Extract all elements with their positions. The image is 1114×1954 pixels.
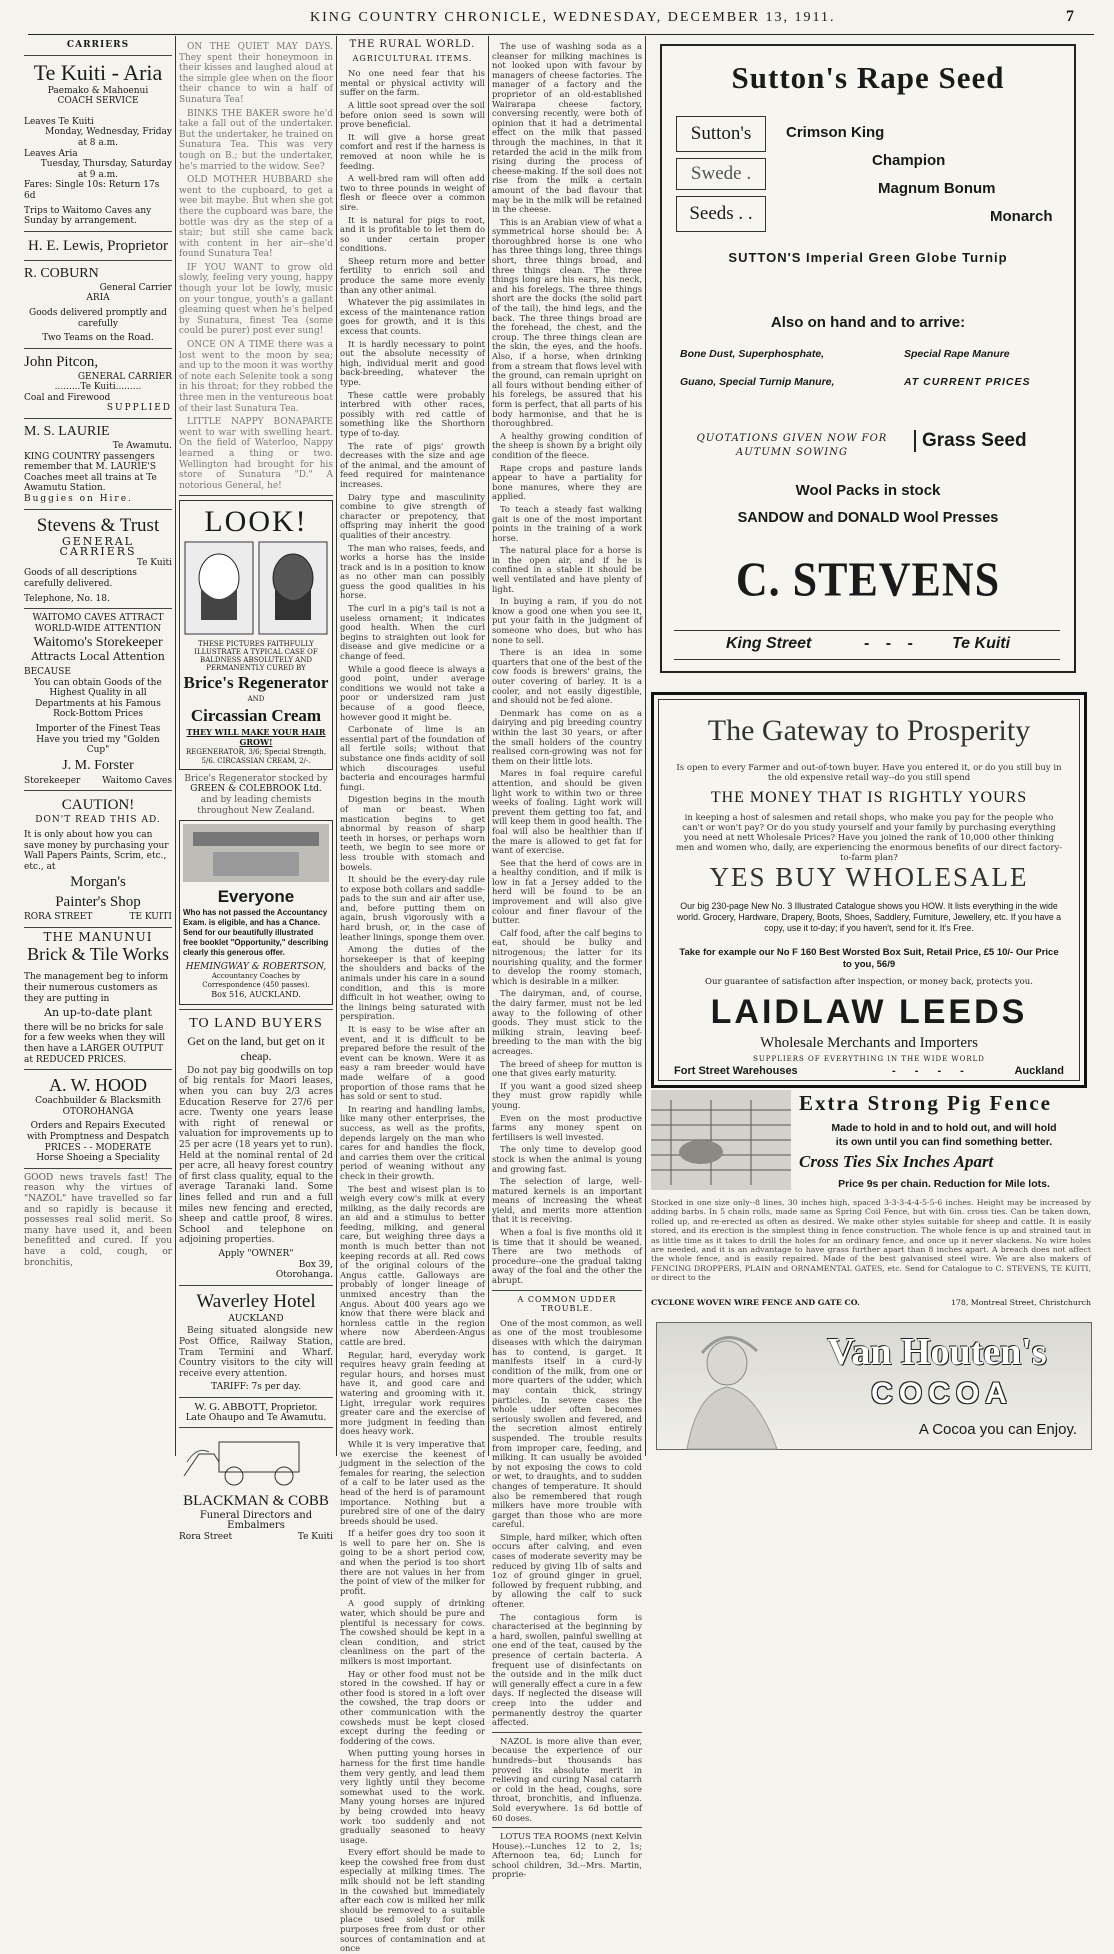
fence-maker: CYCLONE WOVEN WIRE FENCE AND GATE CO. bbox=[651, 1298, 860, 1307]
bald-head-illustration bbox=[183, 540, 329, 636]
agricultural-paragraph: It should be the every-day rule to expose both collars and saddle-pads to the sun and air after use, and, before putting them on again, brush vigorously with a hard brush, or, in the case of leather linings, sponge them over. bbox=[340, 874, 485, 942]
suttons-rape-seed-ad bbox=[660, 44, 1076, 673]
variety-magnum-bonum: Magnum Bonum bbox=[878, 180, 996, 197]
agricultural-paragraph: A little soot spread over the soil before onion seed is sown will prove beneficial. bbox=[340, 99, 485, 130]
agricultural-paragraph: Carbonate of lime is an essential part of the foundation of all fertile soils; without that substance one finds acidity of soil which discourages useful bacteria and encourages harmful fungi. bbox=[340, 724, 485, 792]
abbott-proprietor: W. G. ABBOTT, Proprietor. bbox=[194, 1400, 318, 1413]
agricultural-paragraph: It is natural for pigs to root, and it is profitable to let them do so under certain proper conditions. bbox=[340, 214, 485, 254]
pitcon-name: John Pitcon, bbox=[24, 353, 99, 370]
udder-paragraph: The contagious form is characterised at the beginning by a hard, swollen, painful swelling at one end of the teat, caused by the presence of certain bacteria. A frequent use of disinfectants on the outside and in the milk duct will generally effect a cure in a few days. If neglected the disease will creep into the udder and permanently destroy the quarter affected. bbox=[492, 1611, 642, 1728]
because-text: You can obtain Goods of the Highest Quality in all Departments at his Famous Rock-Bottom Prices bbox=[34, 677, 162, 720]
hood-name: A. W. HOOD bbox=[48, 1075, 147, 1096]
udder-trouble-body bbox=[492, 1319, 642, 1728]
agricultural-items-heading: AGRICULTURAL ITEMS. bbox=[352, 53, 473, 63]
stevens-town: Te Kuiti bbox=[136, 557, 172, 568]
storekeeper-heading: Waitomo's Storekeeper bbox=[33, 635, 163, 651]
agricultural-paragraph: Hay or other food must not be stored in the cowshed. If hay or other food is stored in a loft over the cowshed, the trap doors or other communication with the cowsheds must be kept closed except during the feeding or foddering of the cows. bbox=[340, 1668, 485, 1746]
guarantee-line: Our guarantee of satisfaction after inspection, or money back, protects you. bbox=[705, 977, 1033, 987]
agricultural-items-body bbox=[340, 69, 485, 1954]
variety-champion: Champion bbox=[872, 152, 946, 169]
column-advertisements bbox=[179, 40, 333, 1542]
hearse-illustration bbox=[179, 1432, 329, 1488]
agricultural-paragraph: While it is very imperative that we exercise the keenest of judgment in the selection of the females for rearing, the selection of a calf to be later used as the head of the herd is of paramount importance. Nothing but a purebred sire of one of the dairy breeds should be used. bbox=[340, 1438, 485, 1526]
dairy-paragraph: In buying a ram, if you do not know a good one when you see it, put your faith in the judgment of someone who does, but who has none to sell. bbox=[492, 596, 642, 645]
item-current-prices: AT CURRENT PRICES bbox=[904, 376, 1031, 388]
blackman-town: Te Kuiti bbox=[297, 1531, 333, 1542]
agricultural-paragraph: While a good fleece is always a good point, under average conditions we would not take a poor or undersized ram just because of a good fleece, however good it might be. bbox=[340, 663, 485, 722]
leaves-te-kuiti: Leaves Te Kuiti bbox=[24, 116, 94, 127]
land-buyers-heading: TO LAND BUYERS bbox=[189, 1015, 323, 1031]
dairy-paragraph: This is an Arabian view of what a symmetrical horse should be: A thoroughbred horse is one who has three things long, three things short, three things broad, and three things clean. The three things long are his ears, his neck, and his forelegs. The three things short are the docks (the solid part of the tail), the hind legs, and the back. The three things broad are the forehead, the chest, and the croup. The three things clean are the skin, the eyes, and the hoofs. Also, if a horse, when drinking from a stream that flows level with the ground, can remain upright on all fours without bending either of his forelegs, be assured that his form is perfect, that all parts of his body harmonise, and that he is thoroughbred. bbox=[492, 216, 642, 429]
carriers-heading: CARRIERS bbox=[66, 40, 130, 50]
suttons-box-label: Sutton's bbox=[676, 116, 766, 152]
dairy-paragraph: The only time to develop good stock is when the animal is young and growing fast. bbox=[492, 1144, 642, 1174]
dairy-paragraph: The selection of large, well-matured kernels is an important means of increasing the wheat yield, and merits more attention that it is receiving. bbox=[492, 1176, 642, 1225]
coach-service: COACH SERVICE bbox=[57, 96, 139, 107]
baldness-caption: THESE PICTURES FAITHFULLY ILLUSTRATE A TYPICAL CASE OF BALDNESS ABSOLUTELY AND PERMANENTLY CURED BY bbox=[194, 639, 318, 672]
chemists-line: and by leading chemists throughout New Zealand. bbox=[197, 794, 315, 816]
turnip-line: SUTTON'S Imperial Green Globe Turnip bbox=[728, 250, 1008, 265]
c-stevens-name: C. STEVENS bbox=[735, 552, 1001, 607]
laidlaw-dashes: - - - - bbox=[892, 1065, 972, 1077]
forster-name: J. M. Forster bbox=[62, 757, 134, 773]
agricultural-paragraph: The rate of pigs' growth decreases with the size and age of the animal, and the amount of feed required for maintenance increases. bbox=[340, 440, 485, 489]
agricultural-paragraph: If a heifer goes dry too soon it is well to pare her on. She is going to be a short period cow, and when the period is too short there are not values in her from the point of view of the milker for profit. bbox=[340, 1528, 485, 1596]
stocked-by: Brice's Regenerator stocked by bbox=[184, 773, 328, 784]
plant-text: there will be no bricks for sale for a few weeks when they will then have a LARGER OUTPUT at REDUCED PRICES. bbox=[24, 1022, 166, 1065]
waitomo-heading: WAITOMO CAVES ATTRACT WORLD-WIDE ATTENTION bbox=[32, 613, 164, 634]
blackman-cobb-name: BLACKMAN & COBB bbox=[183, 1492, 329, 1509]
fares: Fares: Single 10s: Return 17s 6d bbox=[24, 180, 160, 201]
sunatura-hubbard: OLD MOTHER HUBBARD she went to the cupboard, to get a wee bit maybe. But when she got there the cupboard was bare, the bottle was dry as the step of a stair; but still she came back with content in her air--she'd found Sunatura Tea! bbox=[179, 175, 333, 260]
agricultural-paragraph: When putting young horses in harness for the first time handle them very gently, and lead them very lightly until they become somewhat used to the work. Many young horses are injured by being crowded into heavy work too suddenly and not gradually seasoned to heavy usage. bbox=[340, 1748, 485, 1845]
proprietor-name: H. E. Lewis, Proprietor bbox=[28, 237, 168, 254]
brick-tile-works: Brick & Tile Works bbox=[27, 944, 169, 965]
laurie-name: M. S. LAURIE bbox=[24, 424, 110, 440]
caution-text: It is only about how you can save money by purchasing your Wall Papers Paints, Scrim, etc., etc., at bbox=[24, 829, 169, 872]
sunatura-once-upon: ONCE ON A TIME there was a lost went to the moon by sea; and up to the moon it was worthy of note each Selenite took a song in his throat; for they robbed the three men in the ventureous boat of their last Sunatura Tea. bbox=[179, 340, 333, 414]
hood-orders: Orders and Repairs Executed with Promptness and Despatch bbox=[26, 1121, 170, 1142]
agricultural-paragraph: Every effort should be made to keep the cowshed free from dust especially at milking times. The milk should not be left standing in the cowshed but immediately after each cow is milked her milk should be removed to a suitable place used solely for milk purposes free from dust or other sources of contamination and at once bbox=[340, 1847, 485, 1954]
dairy-paragraph: The use of washing soda as a cleanser for milking machines is not looked upon with favour by managers of cheese factories. The manager of a factory and the proprietor of an old-established Wairarapa cheese factory, conversing recently, were both of opinion that it had a detrimental effect on the milk that passed through the machines, in that it retarded the acid in the milk from rising during the process of cheese-making. If the soil does not rise from the milk a certain amount of the bad flavour that may be in the milk will be retained in the cheese. bbox=[492, 41, 642, 215]
newspaper-title: KING COUNTRY CHRONICLE, WEDNESDAY, DECEMBER 13, 1911. bbox=[310, 10, 836, 25]
yes-buy-wholesale: YES BUY WHOLESALE bbox=[709, 862, 1029, 892]
time-8am: at 8 a.m. bbox=[77, 137, 119, 148]
dont-read: DON'T READ THIS AD. bbox=[35, 815, 161, 826]
coburn-role: General Carrier bbox=[99, 282, 172, 293]
agricultural-paragraph: These cattle were probably interbred with other races, possibly with red cattle of something like the Shorthorn type of to-day. bbox=[340, 389, 485, 438]
dairy-items-body bbox=[492, 42, 642, 1286]
hood-horse-shoeing: Horse Shoeing a Speciality bbox=[36, 1153, 160, 1164]
dairy-paragraph: Denmark has come on as a dairying and pig breeding country within the last 30 years, or after the small holders of the country realised corn-growing was not for them on their little lots. bbox=[492, 707, 642, 766]
seeds-box-label: Seeds . . bbox=[676, 196, 766, 232]
green-colebrook: GREEN & COLEBROOK Ltd. bbox=[190, 784, 322, 795]
hood-role: Coachbuilder & Blacksmith bbox=[35, 1096, 161, 1107]
pitcon-town: .........Te Kuiti......... bbox=[54, 382, 142, 393]
agricultural-paragraph: It is easy to be wise after an event, and it is difficult to be prepared before the result of the event can be known. Were it as easy a ram breeder would have made welfare of a good proportion of those rams that he has sold or sent to stud. bbox=[340, 1024, 485, 1102]
nazol-ad: NAZOL is more alive than ever, because the experience of our hundreds--but thousands has proved its absolute merit in relieving and curing Nasal catarrh or cold in the head, coughs, sore throat, bronchitis, and influenza. Sold everywhere. 1s 6d bottle of 60 doses. bbox=[492, 1735, 642, 1823]
morgans-street: RORA STREET bbox=[24, 912, 93, 923]
agricultural-paragraph: Among the duties of the horsekeeper is that of keeping the shoulders and backs of the animals under his care in a sound condition, and this is more difficult in hot weather, owing to the linings being saturated with perspiration. bbox=[340, 944, 485, 1022]
abbott-late: Late Ohaupo and Te Awamutu. bbox=[185, 1412, 327, 1423]
waverley-hotel-name: Waverley Hotel bbox=[196, 1290, 316, 1312]
fence-its-own: its own until you can find something better. bbox=[835, 1136, 1053, 1148]
laidlaw-auckland: Auckland bbox=[1014, 1065, 1064, 1077]
column-rule bbox=[336, 36, 337, 1456]
land-buyers-text: Do not pay big goodwills on top of big rentals for Maori leases, when you can buy 2/3 acres Education Reserve for 27/6 per acre. Twenty one years lease with right of renewal or valuation for improvements up to 25 per acre (18 years yet to run). Held at the nominal rental of 2d per acre, all heavy forest country of first class quality, equal to the average Taranaki land. Some lines felled and run and a full miles new fencing and erected, sheep and cattle proof, 8 wires. School and telephone on adjoining properties. bbox=[179, 1065, 333, 1246]
column-rule bbox=[645, 36, 646, 1456]
agricultural-paragraph: The best and wisest plan is to weigh every cow's milk at every milking, as the daily records are an aid and a stimulus to better feeding, milking, and general care, but weighing three days a month is much better than not keeping records at all. Red cows of the original colours of the Angus cattle. Galloways are probably of longer lineage of unmixed ancestry than the Angus. About 400 years ago we know that there were black and hornless cattle in the region where now Aberdeen-Angus cattle are bred. bbox=[340, 1183, 485, 1347]
lady-illustration bbox=[657, 1323, 807, 1449]
fence-made: Made to hold in and to hold out, and will hold bbox=[831, 1122, 1057, 1134]
brices-regenerator-ad bbox=[179, 500, 333, 769]
manunui-heading: THE MANUNUI bbox=[43, 929, 153, 944]
dairy-paragraph: See that the herd of cows are in a healthy condition, and if milk is low in fat a Jersey added to the herd will be found to be an improvement and will also give colour and finer flavour of the butter. bbox=[492, 857, 642, 926]
time-9am: at 9 a.m. bbox=[77, 169, 119, 180]
dairy-paragraph: The natural place for a horse is in the open air, and if he is confined in a stable it should be well ventilated and have plenty of light. bbox=[492, 545, 642, 594]
fence-maker-line bbox=[651, 1298, 1091, 1310]
leaves-aria: Leaves Aria bbox=[24, 148, 78, 159]
coburn-name: R. COBURN bbox=[24, 265, 99, 281]
pitcon-supplied: SUPPLIED bbox=[106, 403, 172, 414]
stevens-general: GENERAL bbox=[61, 534, 134, 548]
golden-cup: Have you tried my "Golden Cup" bbox=[36, 734, 160, 756]
agricultural-paragraph: It will give a horse great comfort and rest if the harness is removed at noon while he is feeding. bbox=[340, 131, 485, 171]
also-on-hand: Also on hand and to arrive: bbox=[770, 314, 966, 331]
waverley-tariff: TARIFF: 7s per day. bbox=[211, 1382, 301, 1393]
agricultural-paragraph: In rearing and handling lambs, like many other enterprises, the success, as well as the profits, depends largely on the man who cares for and handles the flock, and carries them over the critical period of weaning without any check in their growth. bbox=[340, 1103, 485, 1181]
agricultural-paragraph: The man who raises, feeds, and works a horse has the inside track and is in a position to know as no other man can possibly guess the good qualities in his horse. bbox=[340, 542, 485, 601]
page-number: 7 bbox=[1066, 8, 1074, 25]
land-box: Box 39, bbox=[298, 1259, 333, 1270]
gateway-intro: Is open to every Farmer and out-of-town buyer. Have you entered it, or do you still buy in the old expensive retail way--do you still spend bbox=[676, 763, 1062, 783]
van-houtens-cocoa-ad bbox=[656, 1322, 1092, 1450]
look-heading: LOOK! bbox=[204, 505, 308, 539]
column-rural-world bbox=[340, 39, 485, 1954]
item-special-rape: Special Rape Manure bbox=[904, 348, 1010, 360]
hemingway-name: HEMINGWAY & ROBERTSON, bbox=[185, 961, 327, 972]
agricultural-paragraph: Sheep return more and better fertility to enrich soil and produce the same more evenly than any other animal. bbox=[340, 255, 485, 295]
cross-ties: Cross Ties Six Inches Apart bbox=[799, 1152, 994, 1171]
fort-street: Fort Street Warehouses bbox=[674, 1065, 798, 1077]
manunui-text: The management beg to inform their numerous customers as they are putting in bbox=[24, 972, 169, 1004]
udder-paragraph: One of the most common, as well as one of the most troublesome diseases with which the dairyman has to contend, is garget. It manifests itself in a curd-ly condition of the milk, from one or more quarters of the udder, which may contain thick, stringy particles. In severe cases the whole udder often becomes seriously swollen and fevered, and the secretion almost entirely suspended. The trouble results from improper care, feeding, and milking. It can usually be avoided by not exposing the cows to cold or wet, to draughts, and to sudden changes of temperature. It should also be remembered that rough milkers have more trouble with garget than those who are more careful. bbox=[492, 1317, 642, 1530]
king-street: King Street bbox=[726, 635, 812, 652]
dairy-paragraph: If you want a good sized sheep they must grow rapidly while young. bbox=[492, 1080, 642, 1110]
agricultural-paragraph: It is hardly necessary to point out the absolute necessity of high, individual merit and good back-breeding, whatever the type. bbox=[340, 338, 485, 387]
laurie-buggies: Buggies on Hire. bbox=[24, 494, 133, 505]
agricultural-paragraph: Dairy type and masculinity combine to give strength of character or prepotency, that offspring may inherit the good qualities of their ancestry. bbox=[340, 491, 485, 540]
laidlaw-leeds-ad bbox=[651, 692, 1087, 1088]
variety-crimson-king: Crimson King bbox=[786, 124, 885, 141]
coach-owner: Paemako & Mahoenui bbox=[47, 85, 149, 96]
everyone-heading: Everyone bbox=[217, 886, 295, 906]
udder-trouble-heading: A COMMON UDDER TROUBLE. bbox=[517, 1294, 617, 1314]
hemingway-box: Box 516, AUCKLAND. bbox=[211, 990, 301, 1000]
agricultural-paragraph: Regular, hard, everyday work requires heavy grain feeding at regular hours, and horses must have it, and good care and watering and grooming with it. Light, irregular work requires greater care and the exercise of more judgment in feeding than does heavy work. bbox=[340, 1349, 485, 1437]
stevens-trust-name: Stevens & Trust bbox=[36, 514, 160, 536]
column-rule bbox=[175, 36, 176, 1456]
land-buyers-sub: Get on the land, but get on it cheap. bbox=[187, 1033, 325, 1063]
agricultural-paragraph: Whatever the pig assimilates in excess of the maintenance ration goes for growth, and it is this excess that counts. bbox=[340, 297, 485, 337]
waverley-city: AUCKLAND bbox=[228, 1313, 284, 1324]
plant-heading: An up-to-date plant bbox=[44, 1006, 152, 1020]
painters-shop: Painter's Shop bbox=[55, 894, 141, 911]
laidlaw-address bbox=[674, 1065, 1064, 1081]
suttons-title: Sutton's Rape Seed bbox=[731, 60, 1005, 95]
udder-paragraph: Simple, hard milker, which often occurs after calving, and even cases of moderate severity may be reduced by giving 1lb of salts and 1oz of ground ginger in gruel, followed by frequent rubbing, and by allowing the calf to suck oftener. bbox=[492, 1531, 642, 1610]
caution-heading: CAUTION! bbox=[61, 797, 135, 814]
attracts-attention: Attracts Local Attention bbox=[31, 650, 165, 664]
lotus-tea-rooms: LOTUS TEA ROOMS (next Kelvin House).--Lunches 12 to 2, 1s; Afternoon tea, 6d; Lunch for school children, 3d.--Mrs. Martin, proprie- bbox=[492, 1831, 642, 1880]
swede-box-label: Swede . bbox=[676, 158, 766, 190]
hood-town: OTOROHANGA bbox=[62, 1106, 134, 1117]
column-carriers bbox=[24, 40, 172, 1458]
van-houtens-brand: Van Houten's bbox=[827, 1331, 1047, 1373]
fence-price: Price 9s per chain. Reduction for Mile lots. bbox=[838, 1178, 1050, 1190]
funeral-directors: Funeral Directors and Embalmers bbox=[199, 1509, 313, 1532]
sunday-trips: Trips to Waitomo Caves any Sunday by arrangement. bbox=[24, 205, 152, 227]
catalogue-text: Our big 230-page New No. 3 Illustrated Catalogue shows you HOW. It lists everything in the wide world. Grocery, Hardware, Drapery, Boots, Shoes, Saddlery, Furniture, Jewellery, etc. If you have a copy, use it to-day; if you haven't, send for it. It's Free. bbox=[676, 901, 1062, 933]
sunatura-nappy: LITTLE NAPPY BONAPARTE went to war with swelling heart. On the field of Waterloo, Nappy learned a thing or two. Wellington had brought for his store of Sunatura "D." A notorious General, he! bbox=[179, 417, 333, 491]
quotations-line: QUOTATIONS GIVEN NOW FOR AUTUMN SOWING bbox=[696, 433, 888, 458]
address-dashes: - - - bbox=[864, 635, 919, 652]
fence-details: Stocked in one size only--8 lines, 30 inches high, spaced 3-3-3-4-4-5-5-6 inches. Height may be increased by adding barbs. In 5 chain rolls, made same as Spring Coil Fence, but with 6in. cross ties. Can be taken down, rolled up, and re-erected as often as desired. We make other styles suitable for sheep and cattle. It is easily stored, and its erection is the simplest thing in fence construction. The whole fence is up and strained taut in as little time as it takes to drill the holes for an ordinary fence, and once up it never slackens. No wire holes are needed, and it is an advantage to have grass further apart than 8 inches apart. A breach does not affect the whole fence, and is easily repaired. Made of the best galvanised steel wire. We are also makers of FENCING DROPPERS, PLAIN and ORNAMENTAL GATES, etc. Send for Catalogue to C. STEVENS, TE KUITI, or direct to the bbox=[651, 1198, 1091, 1283]
forster-role: Storekeeper bbox=[24, 775, 81, 786]
dairy-paragraph: There is an idea in some quarters that one of the best of the cow foods is brewers' grains, the outer covering of barley. It is a cooler, and not easily digestible, and should not be fed alone. bbox=[492, 647, 642, 706]
column-dairy bbox=[492, 40, 642, 1880]
laidlaw-leeds-name: LAIDLAW LEEDS bbox=[710, 993, 1028, 1031]
coburn-teams: Two Teams on the Road. bbox=[42, 333, 154, 344]
pitcon-role: GENERAL CARRIER bbox=[77, 371, 172, 382]
dairy-paragraph: Even on the most productive farms any money spent on fertilisers is well invested. bbox=[492, 1112, 642, 1142]
coburn-town: ARIA bbox=[86, 293, 110, 304]
column-rule bbox=[488, 36, 489, 1456]
variety-monarch: Monarch bbox=[990, 208, 1053, 225]
importer-teas: Importer of the Finest Teas bbox=[35, 723, 161, 734]
brices-and: AND bbox=[247, 694, 265, 703]
suttons-swede-box bbox=[676, 116, 766, 234]
regenerator-prices: REGENERATOR, 3/6; Special Strength, 5/6. CIRCASSIAN CREAM, 2/-. bbox=[185, 747, 327, 765]
pig-fence-title: Extra Strong Pig Fence bbox=[799, 1091, 1052, 1115]
dairy-paragraph: Rape crops and pasture lands appear to have a partiality for bone manures, where they are applied. bbox=[492, 462, 642, 502]
agricultural-paragraph: A good supply of drinking water, which should be pure and plentiful is necessary for cows. The cowshed should be kept in a clean condition, and strict cleanliness on the part of the milkers is most important. bbox=[340, 1598, 485, 1666]
wool-packs: Wool Packs in stock bbox=[795, 482, 941, 499]
te-kuiti-aria-heading: Te Kuiti - Aria bbox=[33, 59, 163, 85]
gateway-heading: The Gateway to Prosperity bbox=[707, 714, 1031, 747]
dairy-paragraph: When a foal is five months old it is time that it should be weaned. There are two methods of procedure--one the gradual taking away of the foal and the other the abrupt. bbox=[492, 1227, 642, 1286]
suppliers-line: SUPPLIERS OF EVERYTHING IN THE WIDE WORLD bbox=[753, 1055, 985, 1063]
accountancy-ad bbox=[179, 820, 333, 1005]
money-text: in keeping a host of salesmen and retail shops, who make you pay for the people who can't or won't pay? Or do you study yourself and your family by purchasing everything you need at nett Wholesale Prices? Have you joined the rank of 10,000 other thinking men and women who, daily, are experiencing the enormous benefits of our direct factory-to-farm plan? bbox=[675, 813, 1063, 863]
nazol-good-news: GOOD news travels fast! The reason why the virtues of "NAZOL" have travelled so far and so rapidly is because it possesses real solid merit. So many have used it, and been benefitted and cured. If you have a cold, cough, or bronchitis, bbox=[24, 1172, 172, 1268]
hood-prices: PRICES - - MODERATE bbox=[44, 1142, 152, 1153]
pig-fence-ad bbox=[651, 1090, 1091, 1318]
everyone-text: Who has not passed the Accountancy Exam. is eligible, and has a Chance. Send for our beautifully illustrated free booklet "Opportunity," describing clearly this generous offer. bbox=[183, 907, 329, 957]
dairy-paragraph: A healthy growing condition of the sheep is shown by a bright oily condition of the fleece. bbox=[492, 430, 642, 460]
coburn-goods: Goods delivered promptly and carefully bbox=[29, 307, 167, 329]
money-heading: THE MONEY THAT IS RIGHTLY YOURS bbox=[710, 789, 1028, 806]
suit-example: Take for example our No F 160 Best Worsted Box Suit, Retail Price, £5 10/- Our Price to you, 56/9 bbox=[679, 947, 1059, 970]
rural-world-heading: THE RURAL WORLD. bbox=[349, 39, 476, 50]
days-tts: Tuesday, Thursday, Saturday bbox=[40, 159, 172, 170]
dairy-paragraph: Calf food, after the calf begins to eat, should be bulky and nitrogenous; the latter for its nourishing quality, and the former to develop the roomy stomach, which is desirable in a milker. bbox=[492, 927, 642, 986]
masthead-rule bbox=[28, 34, 1094, 35]
sunatura-binks: BINKS THE BAKER swore he'd take a fall out of the undertaker. But the undertaker, he trained on Sunatura Tea. This was very tough on B.; but the undertaker, he's married to the widow. See? bbox=[179, 108, 333, 172]
sunatura-on-the-quiet: ON THE QUIET MAY DAYS. They spent their honeymoon in their kisses and laughed aloud at the simple glee when on the floor their chance to win a half of Sunatura Tea! bbox=[179, 42, 333, 105]
pitcon-coal: Coal and Firewood bbox=[24, 392, 111, 403]
hemingway-sub: Accountancy Coaches by Correspondence (450 passes). bbox=[202, 972, 310, 990]
dairy-paragraph: The breed of sheep for mutton is one that gives early maturity. bbox=[492, 1058, 642, 1079]
wool-presses: SANDOW and DONALD Wool Presses bbox=[737, 510, 999, 526]
hair-grow-slogan: THEY WILL MAKE YOUR HAIR GROW! bbox=[186, 726, 326, 748]
sunatura-grow-old: IF YOU WANT to grow old slowly, feeling very young, happy though your lot be lowly, music on your tongue, youth's a gallant gleaming quest when he's helped by Sunatura, finest Tea (some could be purer) post ever sung! bbox=[179, 262, 333, 337]
brices-regenerator-title: Brice's Regenerator bbox=[183, 672, 329, 692]
agricultural-paragraph: The curl in a pig's tail is not a useless ornament; it indicates good health. When the curl begins to straighten out look for disease and give medicine or a change of feed. bbox=[340, 603, 485, 662]
te-kuiti-town: Te Kuiti bbox=[952, 635, 1011, 652]
item-guano: Guano, Special Turnip Manure, bbox=[680, 376, 835, 388]
forster-town: Waitomo Caves bbox=[102, 775, 172, 786]
dairy-paragraph: The dairyman, and, of course, the dairy farmer, must not be led away to the following of other goods. They must stick to the milking strain, leaving beef-breeding to the man with the big acreages. bbox=[492, 988, 642, 1056]
laurie-text: KING COUNTRY passengers remember that M. LAURIE'S Coaches meet all trains at Te Awamutu Station. bbox=[24, 451, 157, 494]
wholesale-merchants: Wholesale Merchants and Importers bbox=[760, 1035, 978, 1051]
land-town: Otorohanga. bbox=[275, 1270, 333, 1281]
cocoa-word: COCOA bbox=[871, 1377, 1013, 1410]
dairy-paragraph: To teach a steady fast walking gait is one of the most important points in the training of a work horse. bbox=[492, 503, 642, 543]
stevens-goods: Goods of all descriptions carefully delivered. bbox=[24, 568, 137, 589]
morgans-town: TE KUITI bbox=[129, 912, 172, 923]
agricultural-paragraph: A well-bred ram will often add two to three pounds in weight of flesh or fleece over a common sire. bbox=[340, 173, 485, 212]
morgans-name: Morgan's bbox=[70, 874, 126, 891]
item-bone-dust: Bone Dust, Superphosphate, bbox=[680, 348, 825, 360]
laurie-town: Te Awamutu. bbox=[112, 441, 172, 452]
waverley-text: Being situated alongside new Post Office, Railway Station, Tram Termini and Wharf. Country visitors to the city will receive every attention. bbox=[179, 1326, 333, 1379]
agricultural-paragraph: Digestion begins in the mouth of man or beast. When mastication begins to get abnormal by reason of sharp teeth in horses, or perhaps worn teeth, we begin to see more or less trouble with stomach and bowels. bbox=[340, 794, 485, 872]
blackman-street: Rora Street bbox=[179, 1531, 233, 1542]
days-mwf: Monday, Wednesday, Friday bbox=[45, 127, 172, 138]
fence-address: 178, Montreal Street, Christchurch bbox=[950, 1298, 1091, 1307]
land-apply: Apply "OWNER" bbox=[218, 1248, 294, 1259]
dairy-paragraph: Mares in foal require careful attention, and should be given light work to within two or three weeks of foaling. Light work will prevent them getting too fat, and will keep them in good health. The foal will also be healthier than if the mare is allowed to get fat for want of exercise. bbox=[492, 768, 642, 856]
cocoa-tagline: A Cocoa you can Enjoy. bbox=[918, 1421, 1077, 1438]
stevens-carriers: CARRIERS bbox=[59, 545, 137, 559]
pig-fence-illustration bbox=[651, 1090, 791, 1190]
stevens-address-bar bbox=[674, 630, 1060, 660]
circassian-cream-title: Circassian Cream bbox=[190, 705, 322, 725]
stevens-telephone: Telephone, No. 18. bbox=[24, 593, 110, 604]
agricultural-paragraph: No one need fear that his mental or physical activity will suffer on the farm. bbox=[340, 68, 485, 98]
masthead bbox=[0, 0, 1114, 34]
because-label: BECAUSE bbox=[24, 666, 71, 677]
accountancy-illustration bbox=[183, 824, 329, 882]
grass-seed: Grass Seed bbox=[914, 430, 1027, 452]
